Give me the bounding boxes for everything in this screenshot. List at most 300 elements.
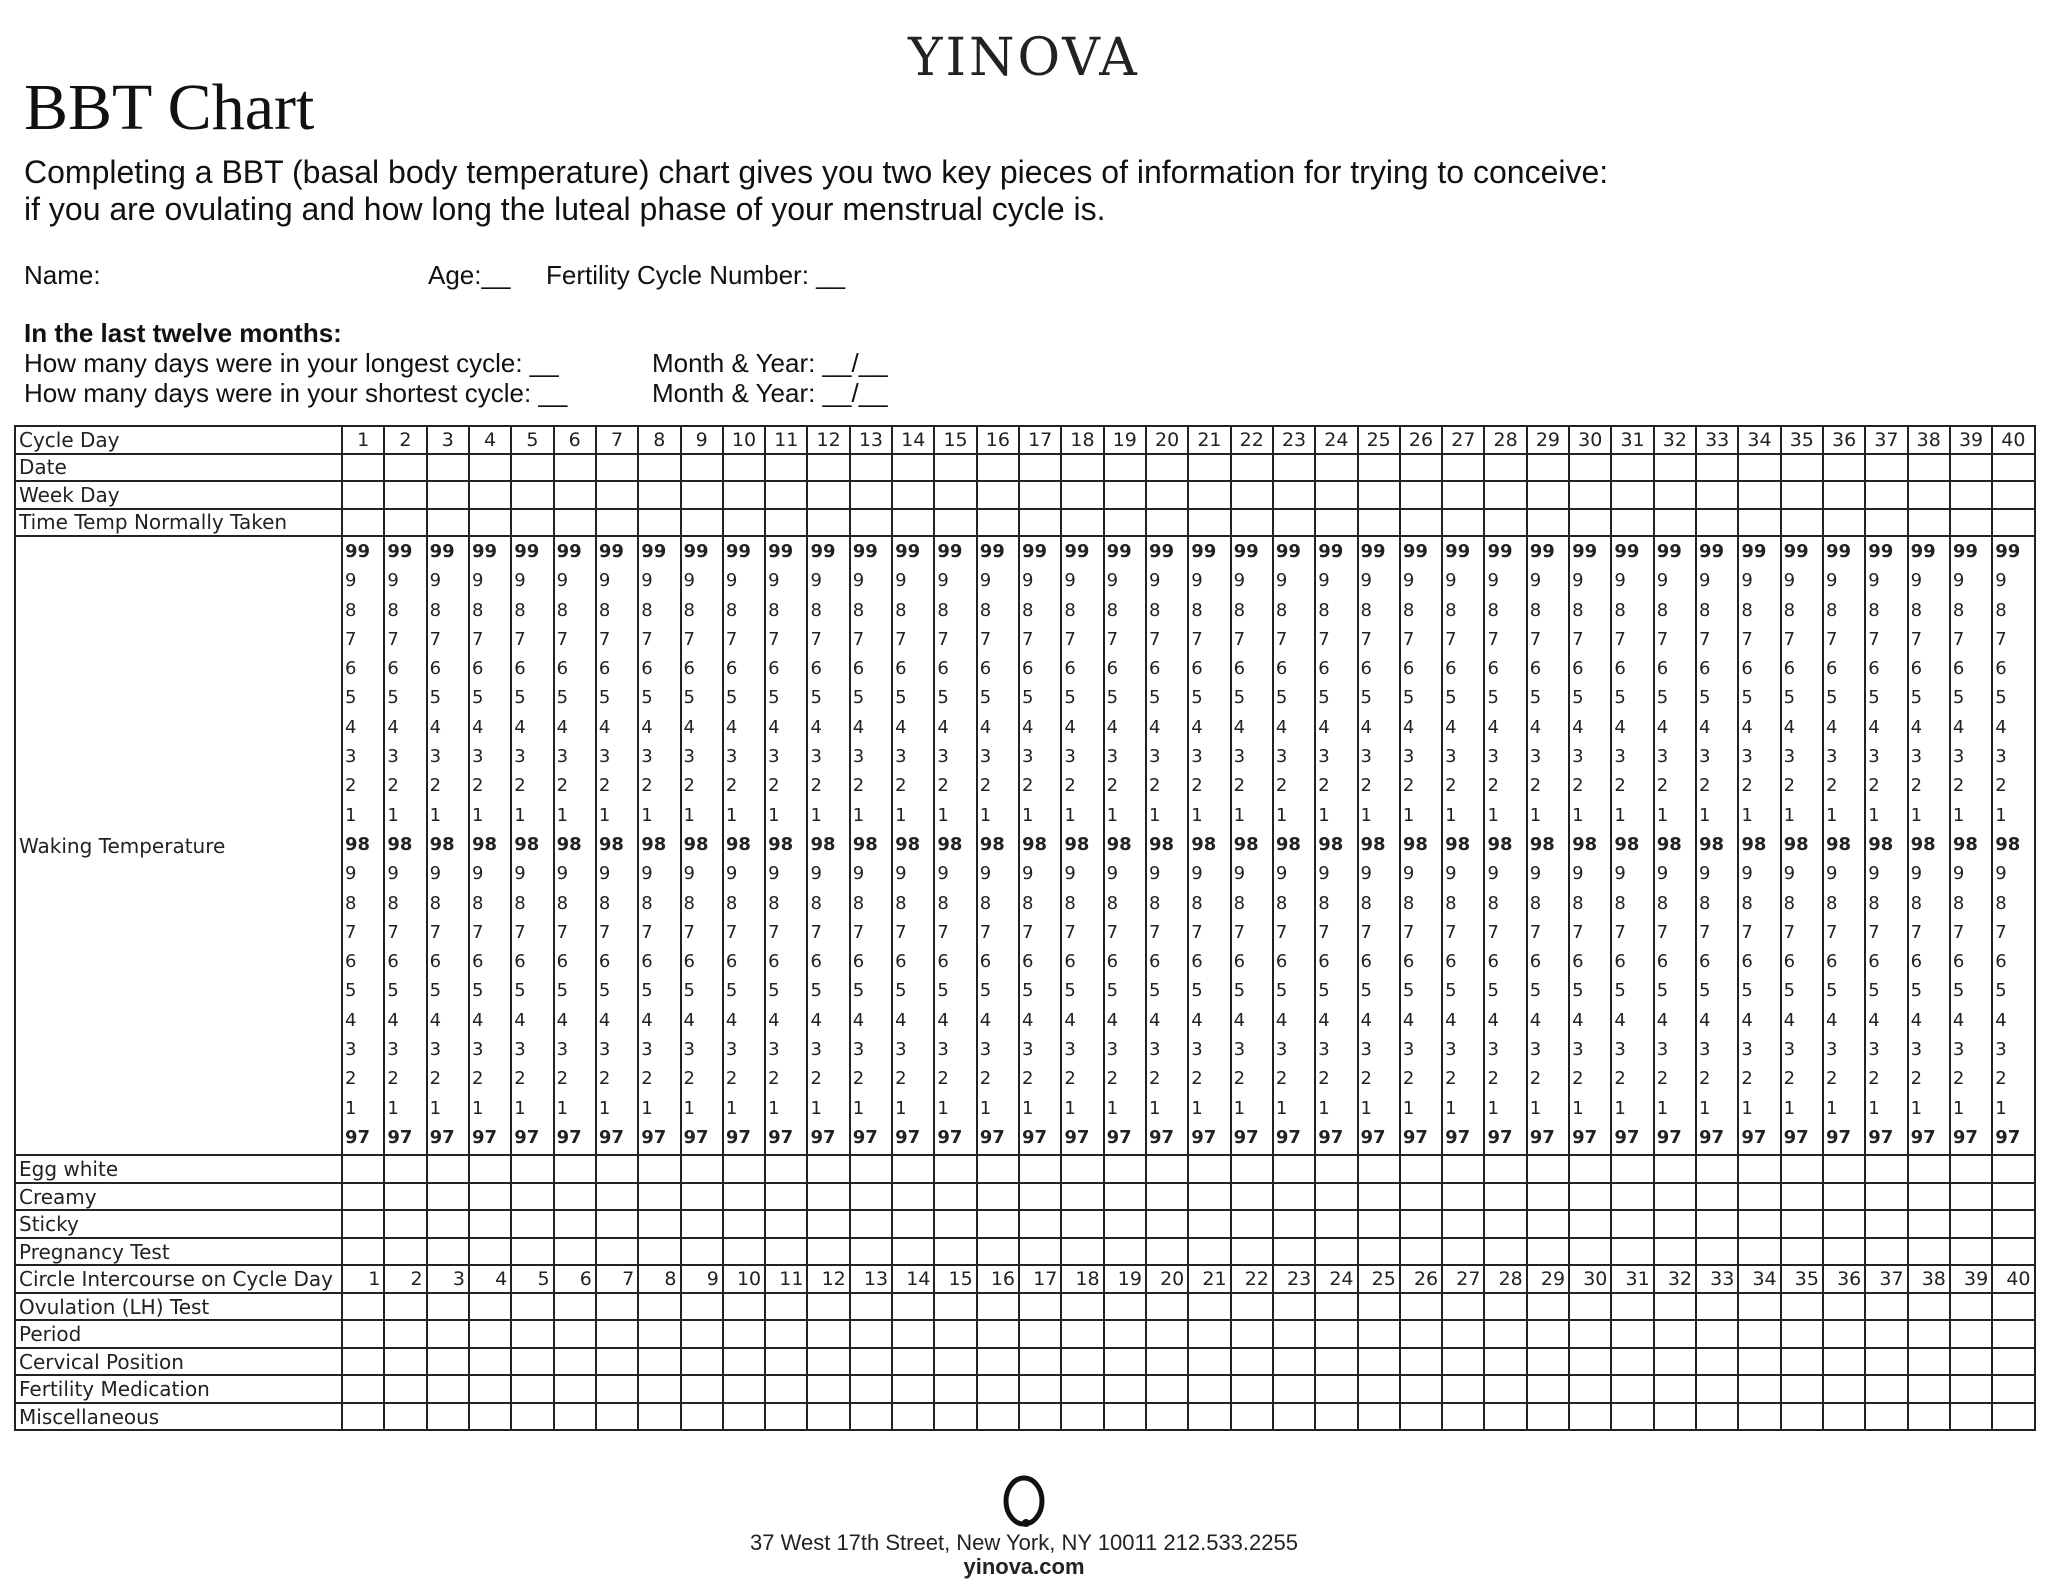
entry-cell[interactable] <box>1611 1375 1653 1403</box>
day-number-16[interactable]: 16 <box>977 1265 1019 1293</box>
temperature-mark[interactable]: 3 <box>1783 1039 1796 1061</box>
day-number-11[interactable]: 11 <box>765 1265 807 1293</box>
entry-cell[interactable] <box>934 1210 976 1238</box>
temperature-mark[interactable]: 7 <box>1148 628 1161 650</box>
temperature-mark[interactable]: 98 <box>1741 833 1767 855</box>
temperature-mark[interactable]: 97 <box>1445 1126 1471 1148</box>
temperature-mark[interactable]: 98 <box>1233 833 1259 855</box>
entry-cell[interactable] <box>1696 1375 1738 1403</box>
temperature-mark[interactable]: 4 <box>1233 1009 1246 1031</box>
entry-cell[interactable] <box>427 481 469 509</box>
temperature-column[interactable] <box>1527 536 1569 1155</box>
entry-cell[interactable] <box>554 1375 596 1403</box>
day-number-8[interactable]: 8 <box>638 1265 680 1293</box>
entry-cell[interactable] <box>1654 1375 1696 1403</box>
entry-cell[interactable] <box>554 1348 596 1376</box>
entry-cell[interactable] <box>1442 481 1484 509</box>
temperature-mark[interactable]: 1 <box>1402 804 1415 826</box>
temperature-column[interactable] <box>850 536 892 1155</box>
entry-cell[interactable] <box>1738 1238 1780 1266</box>
entry-cell[interactable] <box>934 481 976 509</box>
temperature-mark[interactable]: 99 <box>1952 541 1978 562</box>
temperature-mark[interactable]: 4 <box>1825 1009 1838 1031</box>
temperature-mark[interactable]: 8 <box>1022 599 1034 621</box>
entry-cell[interactable] <box>1696 481 1738 509</box>
entry-cell[interactable] <box>1273 1348 1315 1376</box>
entry-cell[interactable] <box>1569 509 1611 537</box>
temperature-mark[interactable]: 6 <box>1360 658 1372 680</box>
temperature-mark[interactable]: 6 <box>345 951 357 973</box>
temperature-mark[interactable]: 9 <box>1699 863 1711 885</box>
entry-cell[interactable] <box>596 509 638 537</box>
entry-cell[interactable] <box>596 1238 638 1266</box>
temperature-column[interactable] <box>934 536 976 1155</box>
entry-cell[interactable] <box>1781 1183 1823 1211</box>
temperature-column[interactable] <box>1738 536 1780 1155</box>
temperature-mark[interactable]: 5 <box>1741 687 1753 709</box>
day-number-33[interactable]: 33 <box>1696 426 1738 454</box>
temperature-mark[interactable]: 97 <box>387 1126 413 1148</box>
temperature-mark[interactable]: 4 <box>1783 1009 1796 1031</box>
temperature-column[interactable] <box>554 536 596 1155</box>
entry-cell[interactable] <box>469 1403 511 1431</box>
temperature-mark[interactable]: 2 <box>895 775 907 797</box>
temperature-mark[interactable]: 6 <box>1402 951 1415 973</box>
day-number-37[interactable]: 37 <box>1865 1265 1907 1293</box>
entry-cell[interactable] <box>427 1238 469 1266</box>
temperature-mark[interactable]: 1 <box>1445 804 1457 826</box>
temperature-mark[interactable]: 3 <box>1868 1039 1880 1061</box>
entry-cell[interactable] <box>1992 509 2034 537</box>
entry-cell[interactable] <box>723 1320 765 1348</box>
temperature-mark[interactable]: 9 <box>598 863 611 885</box>
temperature-mark[interactable]: 97 <box>852 1126 878 1148</box>
temperature-mark[interactable]: 99 <box>979 541 1005 562</box>
temperature-mark[interactable]: 2 <box>471 775 484 797</box>
temperature-mark[interactable]: 1 <box>471 1097 484 1119</box>
temperature-mark[interactable]: 6 <box>1445 951 1457 973</box>
temperature-mark[interactable]: 6 <box>725 951 738 973</box>
name-field[interactable]: Name: <box>24 260 101 290</box>
temperature-mark[interactable]: 3 <box>1487 746 1499 768</box>
entry-cell[interactable] <box>1696 1238 1738 1266</box>
temperature-mark[interactable]: 98 <box>1064 833 1090 855</box>
temperature-mark[interactable]: 6 <box>1614 658 1626 680</box>
entry-cell[interactable] <box>1908 1238 1950 1266</box>
temperature-mark[interactable]: 3 <box>1614 1039 1626 1061</box>
temperature-mark[interactable]: 6 <box>937 951 949 973</box>
temperature-mark[interactable]: 8 <box>471 892 484 914</box>
day-number-33[interactable]: 33 <box>1696 1265 1738 1293</box>
temperature-mark[interactable]: 5 <box>1106 980 1119 1002</box>
entry-cell[interactable] <box>1019 454 1061 482</box>
entry-cell[interactable] <box>1611 1403 1653 1431</box>
temperature-mark[interactable]: 4 <box>1910 716 1923 738</box>
temperature-mark[interactable]: 7 <box>810 628 822 650</box>
temperature-mark[interactable]: 99 <box>556 541 582 562</box>
temperature-mark[interactable]: 97 <box>345 1126 371 1148</box>
entry-cell[interactable] <box>1654 509 1696 537</box>
entry-cell[interactable] <box>892 1155 934 1183</box>
entry-cell[interactable] <box>1061 1155 1103 1183</box>
entry-cell[interactable] <box>1188 1293 1230 1321</box>
entry-cell[interactable] <box>1231 1210 1273 1238</box>
entry-cell[interactable] <box>1484 1155 1526 1183</box>
temperature-mark[interactable]: 2 <box>979 775 992 797</box>
temperature-mark[interactable]: 1 <box>387 1097 399 1119</box>
temperature-mark[interactable]: 6 <box>979 951 992 973</box>
temperature-mark[interactable]: 9 <box>387 863 399 885</box>
temperature-mark[interactable]: 5 <box>979 980 992 1002</box>
temperature-mark[interactable]: 4 <box>598 716 611 738</box>
temperature-mark[interactable]: 5 <box>1614 687 1626 709</box>
entry-cell[interactable] <box>977 1293 1019 1321</box>
temperature-mark[interactable]: 2 <box>852 775 865 797</box>
temperature-column[interactable] <box>342 536 384 1155</box>
entry-cell[interactable] <box>1146 1375 1188 1403</box>
temperature-mark[interactable]: 2 <box>1318 1068 1330 1090</box>
temperature-mark[interactable]: 9 <box>895 863 907 885</box>
day-number-31[interactable]: 31 <box>1611 1265 1653 1293</box>
temperature-mark[interactable]: 6 <box>1910 951 1923 973</box>
temperature-mark[interactable]: 5 <box>1318 980 1330 1002</box>
temperature-mark[interactable]: 2 <box>429 775 442 797</box>
temperature-mark[interactable]: 7 <box>1572 921 1584 943</box>
temperature-mark[interactable]: 2 <box>1022 775 1034 797</box>
entry-cell[interactable] <box>1273 509 1315 537</box>
temperature-mark[interactable]: 7 <box>768 628 780 650</box>
temperature-mark[interactable]: 7 <box>1148 921 1161 943</box>
temperature-mark[interactable]: 98 <box>1783 833 1809 855</box>
temperature-mark[interactable]: 1 <box>556 1097 569 1119</box>
entry-cell[interactable] <box>723 1403 765 1431</box>
entry-cell[interactable] <box>1611 481 1653 509</box>
temperature-mark[interactable]: 98 <box>979 833 1005 855</box>
temperature-mark[interactable]: 5 <box>1275 687 1288 709</box>
temperature-mark[interactable]: 4 <box>1318 1009 1330 1031</box>
temperature-mark[interactable]: 5 <box>641 980 653 1002</box>
temperature-mark[interactable]: 3 <box>598 1039 611 1061</box>
temperature-mark[interactable]: 7 <box>1360 921 1372 943</box>
entry-cell[interactable] <box>511 509 553 537</box>
temperature-mark[interactable]: 6 <box>1614 951 1626 973</box>
temperature-mark[interactable]: 2 <box>1148 775 1161 797</box>
temperature-mark[interactable]: 9 <box>1952 570 1965 592</box>
temperature-column[interactable] <box>1442 536 1484 1155</box>
temperature-mark[interactable]: 8 <box>852 892 865 914</box>
day-number-3[interactable]: 3 <box>427 1265 469 1293</box>
temperature-mark[interactable]: 6 <box>641 951 653 973</box>
temperature-mark[interactable]: 5 <box>1614 980 1626 1002</box>
temperature-mark[interactable]: 2 <box>1064 775 1076 797</box>
entry-cell[interactable] <box>511 1183 553 1211</box>
entry-cell[interactable] <box>892 1183 934 1211</box>
entry-cell[interactable] <box>638 1238 680 1266</box>
entry-cell[interactable] <box>1654 1320 1696 1348</box>
entry-cell[interactable] <box>427 1183 469 1211</box>
temperature-mark[interactable]: 1 <box>514 1097 526 1119</box>
temperature-mark[interactable]: 2 <box>514 775 526 797</box>
temperature-mark[interactable]: 99 <box>345 541 371 562</box>
temperature-mark[interactable]: 3 <box>768 1039 780 1061</box>
temperature-mark[interactable]: 3 <box>641 1039 653 1061</box>
entry-cell[interactable] <box>765 1183 807 1211</box>
temperature-mark[interactable]: 5 <box>1148 980 1161 1002</box>
temperature-mark[interactable]: 98 <box>1106 833 1132 855</box>
entry-cell[interactable] <box>1992 1320 2034 1348</box>
entry-cell[interactable] <box>1104 1320 1146 1348</box>
temperature-mark[interactable]: 97 <box>683 1126 709 1148</box>
temperature-mark[interactable]: 3 <box>1656 746 1669 768</box>
temperature-mark[interactable]: 5 <box>471 687 484 709</box>
entry-cell[interactable] <box>850 1348 892 1376</box>
temperature-mark[interactable]: 2 <box>387 1068 399 1090</box>
temperature-mark[interactable]: 3 <box>1572 746 1584 768</box>
entry-cell[interactable] <box>427 454 469 482</box>
temperature-mark[interactable]: 9 <box>1191 863 1203 885</box>
entry-cell[interactable] <box>1696 1348 1738 1376</box>
temperature-mark[interactable]: 9 <box>1572 863 1584 885</box>
entry-cell[interactable] <box>1865 454 1907 482</box>
temperature-mark[interactable]: 6 <box>1825 951 1838 973</box>
temperature-mark[interactable]: 2 <box>768 1068 780 1090</box>
temperature-mark[interactable]: 8 <box>556 599 569 621</box>
entry-cell[interactable] <box>1611 1155 1653 1183</box>
temperature-mark[interactable]: 3 <box>1699 1039 1711 1061</box>
temperature-mark[interactable]: 2 <box>683 775 695 797</box>
temperature-mark[interactable]: 4 <box>514 716 526 738</box>
temperature-mark[interactable]: 4 <box>1191 1009 1203 1031</box>
temperature-mark[interactable]: 9 <box>641 863 653 885</box>
temperature-mark[interactable]: 7 <box>1360 628 1372 650</box>
temperature-mark[interactable]: 2 <box>683 1068 695 1090</box>
entry-cell[interactable] <box>1231 454 1273 482</box>
entry-cell[interactable] <box>850 1403 892 1431</box>
temperature-mark[interactable]: 9 <box>514 863 526 885</box>
temperature-mark[interactable]: 6 <box>1191 658 1203 680</box>
entry-cell[interactable] <box>1823 509 1865 537</box>
entry-cell[interactable] <box>1992 1238 2034 1266</box>
entry-cell[interactable] <box>427 1403 469 1431</box>
temperature-mark[interactable]: 9 <box>1529 863 1542 885</box>
temperature-mark[interactable]: 1 <box>1191 804 1203 826</box>
day-number-17[interactable]: 17 <box>1019 426 1061 454</box>
entry-cell[interactable] <box>1019 1320 1061 1348</box>
temperature-mark[interactable]: 7 <box>1022 921 1034 943</box>
temperature-mark[interactable]: 7 <box>979 921 992 943</box>
entry-cell[interactable] <box>1823 1293 1865 1321</box>
temperature-mark[interactable]: 4 <box>1233 716 1246 738</box>
entry-cell[interactable] <box>723 1375 765 1403</box>
temperature-mark[interactable]: 7 <box>1995 628 2007 650</box>
entry-cell[interactable] <box>1188 1375 1230 1403</box>
entry-cell[interactable] <box>1781 1348 1823 1376</box>
temperature-mark[interactable]: 5 <box>1910 980 1923 1002</box>
entry-cell[interactable] <box>1781 1320 1823 1348</box>
temperature-mark[interactable]: 3 <box>1825 746 1838 768</box>
temperature-mark[interactable]: 1 <box>937 804 949 826</box>
temperature-mark[interactable]: 97 <box>725 1126 751 1148</box>
temperature-mark[interactable]: 99 <box>471 541 497 562</box>
temperature-mark[interactable]: 8 <box>1275 892 1288 914</box>
entry-cell[interactable] <box>977 1320 1019 1348</box>
temperature-mark[interactable]: 5 <box>1529 980 1542 1002</box>
temperature-mark[interactable]: 4 <box>1275 716 1288 738</box>
entry-cell[interactable] <box>638 1183 680 1211</box>
temperature-column[interactable] <box>1188 536 1230 1155</box>
temperature-mark[interactable]: 99 <box>1022 541 1048 562</box>
temperature-mark[interactable]: 98 <box>1614 833 1640 855</box>
entry-cell[interactable] <box>681 1293 723 1321</box>
temperature-mark[interactable]: 1 <box>387 804 399 826</box>
temperature-mark[interactable]: 5 <box>810 980 822 1002</box>
temperature-mark[interactable]: 6 <box>768 658 780 680</box>
entry-cell[interactable] <box>1950 1238 1992 1266</box>
entry-cell[interactable] <box>469 1183 511 1211</box>
temperature-mark[interactable]: 6 <box>1995 658 2007 680</box>
entry-cell[interactable] <box>1400 454 1442 482</box>
entry-cell[interactable] <box>1823 1238 1865 1266</box>
temperature-column[interactable] <box>1950 536 1992 1155</box>
temperature-mark[interactable]: 3 <box>1022 746 1034 768</box>
temperature-mark[interactable]: 9 <box>1995 863 2007 885</box>
temperature-mark[interactable]: 6 <box>979 658 992 680</box>
day-number-3[interactable]: 3 <box>427 426 469 454</box>
temperature-mark[interactable]: 8 <box>471 599 484 621</box>
entry-cell[interactable] <box>723 1293 765 1321</box>
temperature-mark[interactable]: 9 <box>1952 863 1965 885</box>
entry-cell[interactable] <box>1611 1238 1653 1266</box>
entry-cell[interactable] <box>1950 1293 1992 1321</box>
temperature-mark[interactable]: 4 <box>937 1009 949 1031</box>
temperature-mark[interactable]: 3 <box>556 1039 569 1061</box>
temperature-mark[interactable]: 2 <box>1741 1068 1753 1090</box>
entry-cell[interactable] <box>850 1320 892 1348</box>
temperature-mark[interactable]: 8 <box>1910 599 1923 621</box>
temperature-mark[interactable]: 4 <box>1910 1009 1923 1031</box>
temperature-mark[interactable]: 6 <box>1106 951 1119 973</box>
entry-cell[interactable] <box>681 1210 723 1238</box>
entry-cell[interactable] <box>1823 1183 1865 1211</box>
temperature-mark[interactable]: 6 <box>556 658 569 680</box>
entry-cell[interactable] <box>1104 1155 1146 1183</box>
entry-cell[interactable] <box>681 454 723 482</box>
temperature-mark[interactable]: 9 <box>1783 863 1796 885</box>
entry-cell[interactable] <box>342 1155 384 1183</box>
temperature-mark[interactable]: 6 <box>598 658 611 680</box>
temperature-mark[interactable]: 1 <box>937 1097 949 1119</box>
temperature-mark[interactable]: 3 <box>1445 1039 1457 1061</box>
temperature-mark[interactable]: 7 <box>979 628 992 650</box>
temperature-mark[interactable]: 3 <box>1445 746 1457 768</box>
temperature-mark[interactable]: 6 <box>1275 951 1288 973</box>
entry-cell[interactable] <box>1823 454 1865 482</box>
temperature-mark[interactable]: 7 <box>1825 921 1838 943</box>
temperature-mark[interactable]: 8 <box>937 599 949 621</box>
entry-cell[interactable] <box>1908 1210 1950 1238</box>
temperature-mark[interactable]: 9 <box>852 570 865 592</box>
entry-cell[interactable] <box>1950 481 1992 509</box>
temperature-mark[interactable]: 8 <box>1995 599 2007 621</box>
temperature-mark[interactable]: 2 <box>979 1068 992 1090</box>
entry-cell[interactable] <box>1146 1403 1188 1431</box>
day-number-29[interactable]: 29 <box>1527 1265 1569 1293</box>
entry-cell[interactable] <box>1738 1183 1780 1211</box>
temperature-mark[interactable]: 5 <box>598 980 611 1002</box>
temperature-mark[interactable]: 5 <box>937 980 949 1002</box>
temperature-mark[interactable]: 3 <box>1360 746 1372 768</box>
entry-cell[interactable] <box>1315 1293 1357 1321</box>
temperature-mark[interactable]: 1 <box>1699 1097 1711 1119</box>
temperature-mark[interactable]: 3 <box>1699 746 1711 768</box>
temperature-mark[interactable]: 9 <box>1614 863 1626 885</box>
entry-cell[interactable] <box>1527 1183 1569 1211</box>
temperature-mark[interactable]: 5 <box>429 687 442 709</box>
temperature-mark[interactable]: 7 <box>937 628 949 650</box>
entry-cell[interactable] <box>765 1155 807 1183</box>
temperature-mark[interactable]: 4 <box>895 1009 907 1031</box>
temperature-mark[interactable]: 4 <box>1360 1009 1372 1031</box>
entry-cell[interactable] <box>723 481 765 509</box>
temperature-mark[interactable]: 97 <box>1487 1126 1513 1148</box>
temperature-mark[interactable]: 8 <box>429 599 442 621</box>
entry-cell[interactable] <box>1061 1348 1103 1376</box>
entry-cell[interactable] <box>511 1238 553 1266</box>
temperature-mark[interactable]: 6 <box>1191 951 1203 973</box>
temperature-column[interactable] <box>1061 536 1103 1155</box>
temperature-mark[interactable]: 4 <box>1487 1009 1499 1031</box>
temperature-mark[interactable]: 6 <box>768 951 780 973</box>
entry-cell[interactable] <box>892 1238 934 1266</box>
entry-cell[interactable] <box>1696 454 1738 482</box>
temperature-mark[interactable]: 3 <box>1656 1039 1669 1061</box>
temperature-mark[interactable]: 9 <box>387 570 399 592</box>
entry-cell[interactable] <box>427 1293 469 1321</box>
temperature-mark[interactable]: 2 <box>1402 1068 1415 1090</box>
temperature-mark[interactable]: 8 <box>1868 892 1880 914</box>
entry-cell[interactable] <box>934 454 976 482</box>
temperature-mark[interactable]: 4 <box>810 1009 822 1031</box>
entry-cell[interactable] <box>1527 509 1569 537</box>
temperature-mark[interactable]: 5 <box>556 687 569 709</box>
temperature-mark[interactable]: 4 <box>1445 716 1457 738</box>
entry-cell[interactable] <box>1358 1375 1400 1403</box>
entry-cell[interactable] <box>1527 1320 1569 1348</box>
temperature-mark[interactable]: 99 <box>1656 541 1682 562</box>
temperature-mark[interactable]: 8 <box>1614 892 1626 914</box>
entry-cell[interactable] <box>934 1320 976 1348</box>
temperature-mark[interactable]: 9 <box>345 570 357 592</box>
entry-cell[interactable] <box>807 509 849 537</box>
longest-cycle-question[interactable]: How many days were in your longest cycle: __ <box>24 348 559 378</box>
temperature-mark[interactable]: 99 <box>1825 541 1851 562</box>
temperature-mark[interactable]: 99 <box>1995 541 2021 562</box>
temperature-column[interactable] <box>1992 536 2034 1155</box>
entry-cell[interactable] <box>1400 1375 1442 1403</box>
temperature-mark[interactable]: 4 <box>1656 716 1669 738</box>
temperature-mark[interactable]: 5 <box>852 980 865 1002</box>
entry-cell[interactable] <box>427 1348 469 1376</box>
temperature-mark[interactable]: 97 <box>556 1126 582 1148</box>
day-number-38[interactable]: 38 <box>1908 1265 1950 1293</box>
temperature-mark[interactable]: 1 <box>1910 1097 1923 1119</box>
entry-cell[interactable] <box>681 509 723 537</box>
temperature-mark[interactable]: 8 <box>556 892 569 914</box>
day-number-5[interactable]: 5 <box>511 1265 553 1293</box>
temperature-mark[interactable]: 5 <box>1233 687 1246 709</box>
temperature-mark[interactable]: 3 <box>1275 1039 1288 1061</box>
entry-cell[interactable] <box>1738 1293 1780 1321</box>
